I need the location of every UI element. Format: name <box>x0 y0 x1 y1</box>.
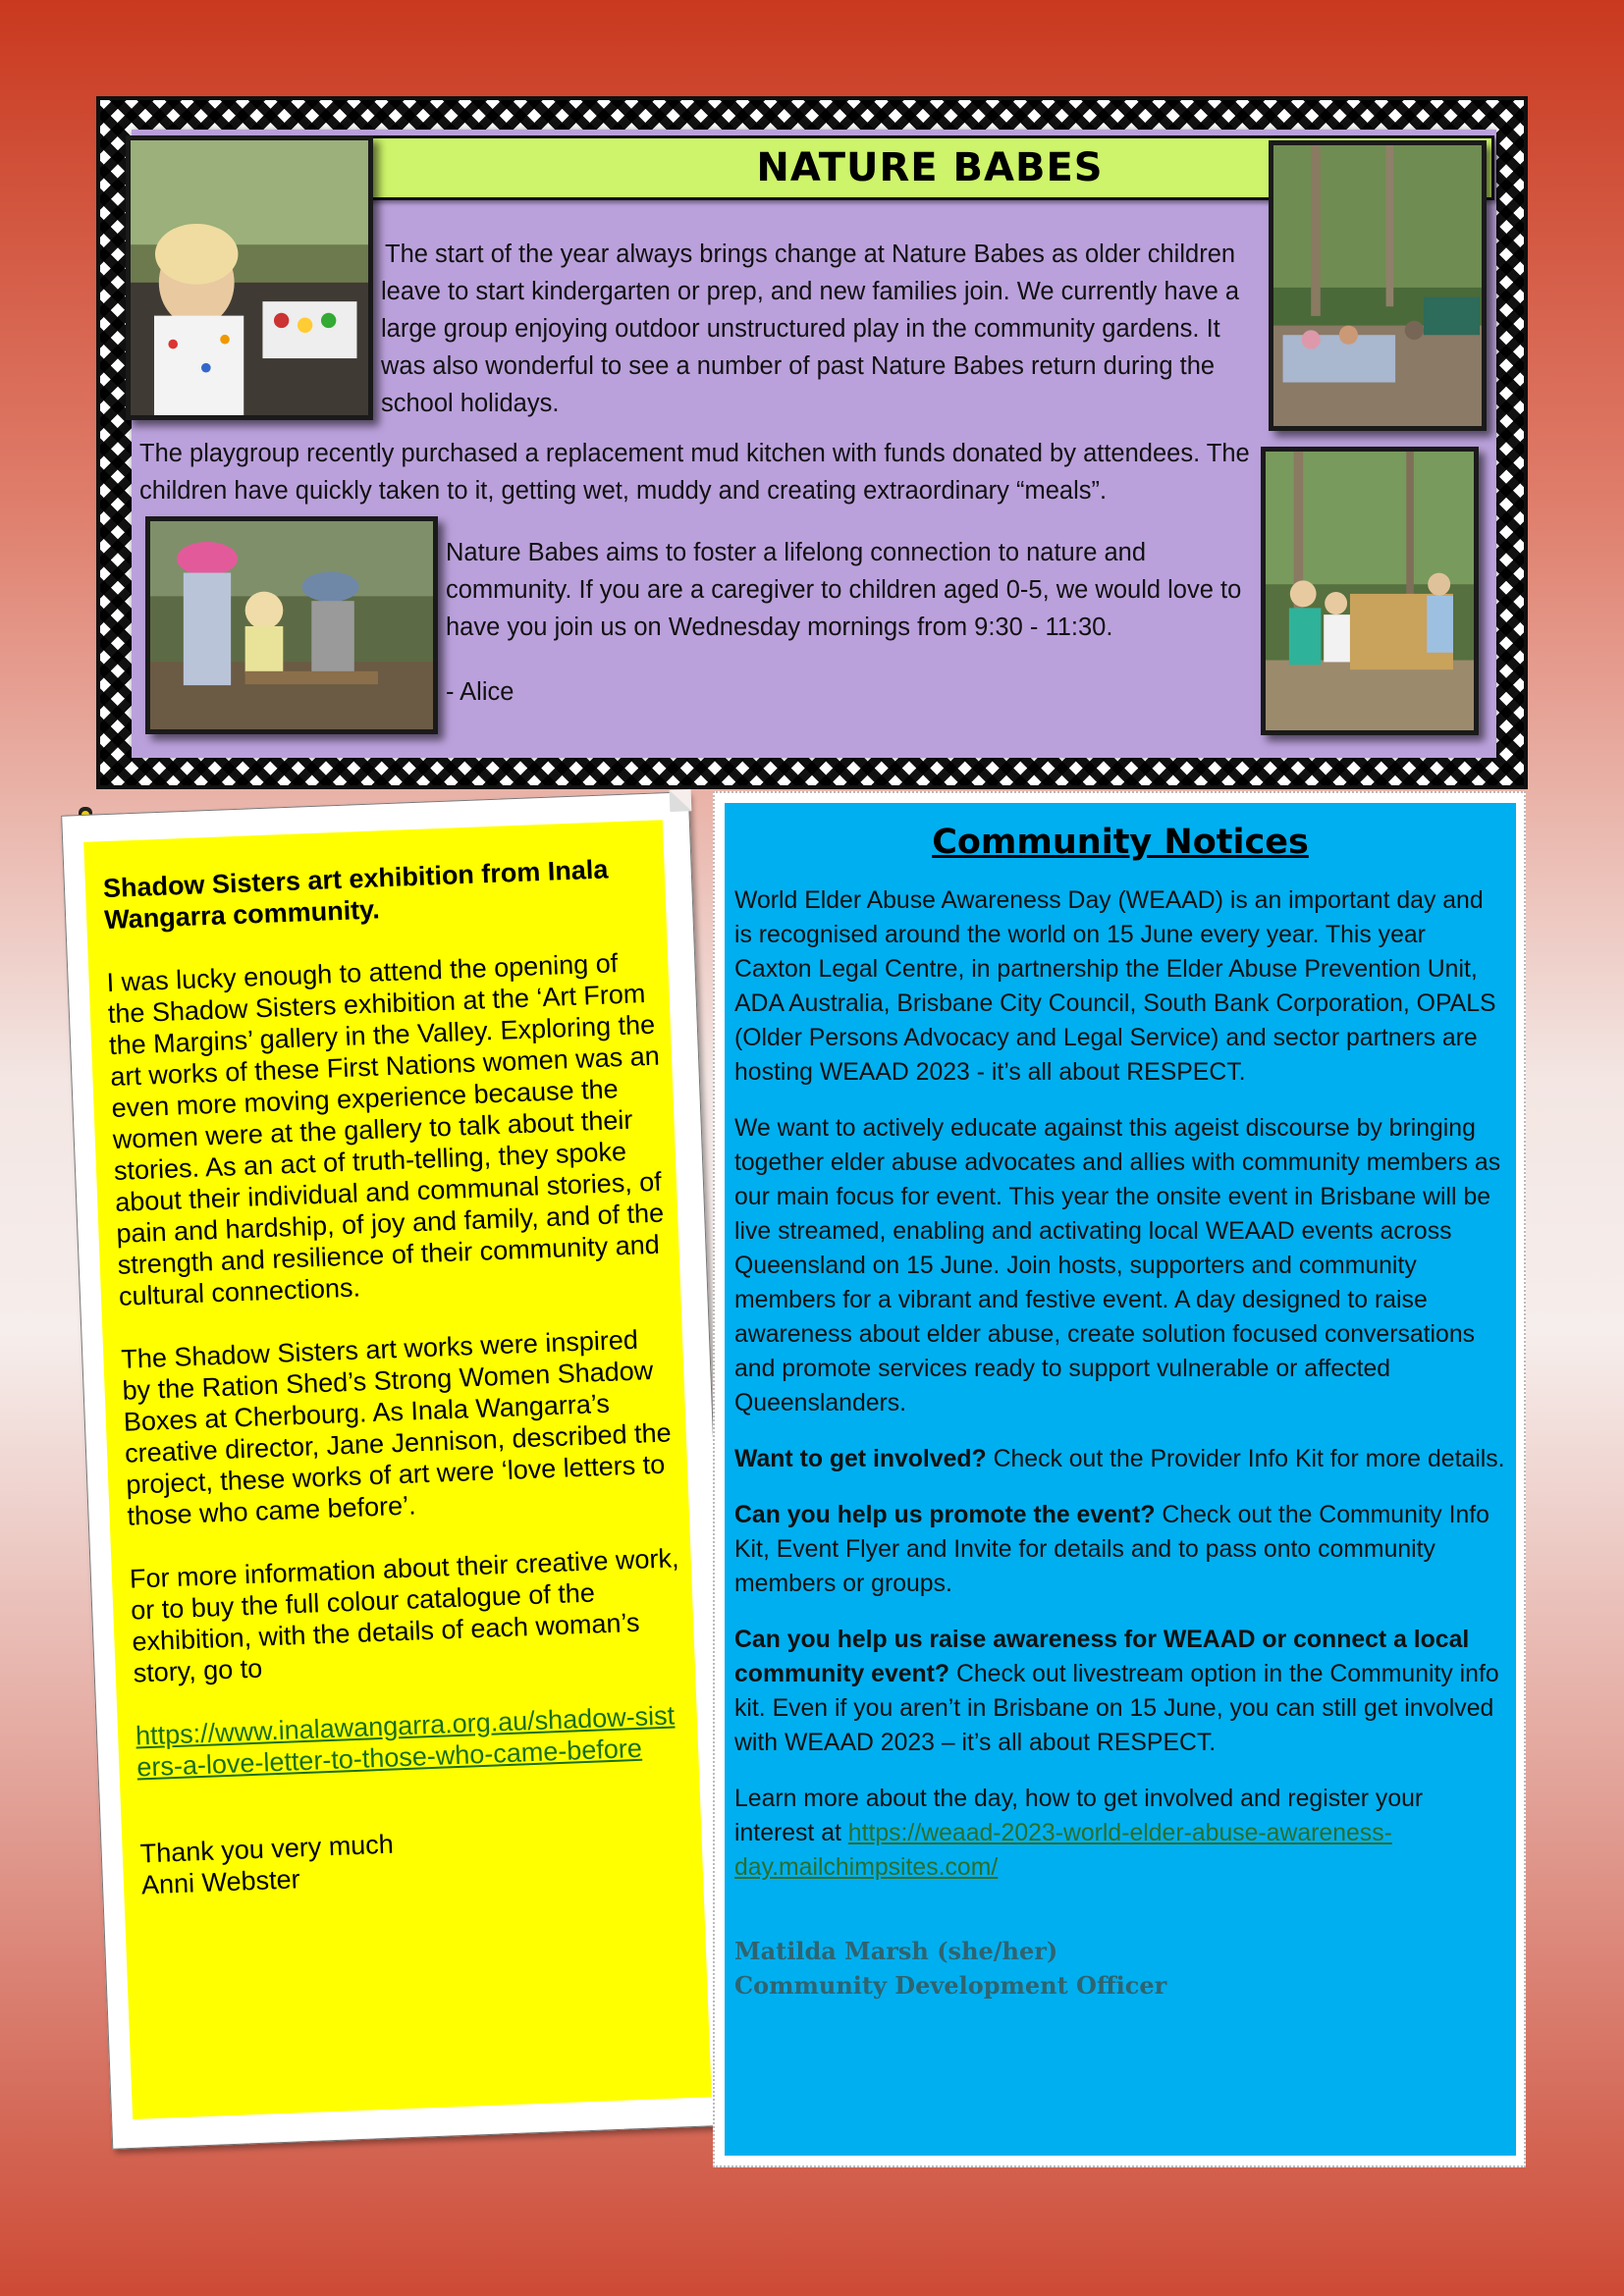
card-text <box>102 852 691 1901</box>
photo-child-painting <box>126 135 373 420</box>
shadow-sisters-heading: Shadow Sisters art exhibition from Inala Wangarra community. <box>102 854 609 935</box>
notices-q1 <box>734 1442 1506 1476</box>
notices-q2 <box>734 1498 1506 1601</box>
notices-signature <box>734 1934 1506 2002</box>
nature-babes-para1: The start of the year always brings change at Nature Babes as older children leave to start kindergarten or prep, and new families join. We currently have a large group enjoying outdoor unstructured play in the community gardens. It was also wonderful to see a number of past Nature Babes return during the school holidays. <box>381 240 1240 417</box>
shadow-sisters-link[interactable]: https://www.inalawangarra.org.au/shadow-sisters-a-love-letter-to-those-who-came-before <box>135 1700 676 1783</box>
notices-learn <box>734 1782 1506 1885</box>
notices-q2-text: Check out the Community Info Kit, Event Flyer and Invite for details and to pass onto community members or groups. <box>734 1502 1489 1597</box>
page-fold-icon <box>670 789 692 812</box>
nature-babes-para3: Nature Babes aims to foster a lifelong connection to nature and community. If you are a caregiver to children aged 0-5, we would love to have you join us on Wednesday mornings from 9:30 - 11:30. <box>446 539 1242 641</box>
shadow-sisters-author: Anni Webster <box>140 1864 301 1900</box>
notices-q3-text: Check out livestream option in the Community info kit. Even if you aren’t in Brisbane on 15 June, you can still get involved with WEAAD 2023 – it’s all about RESPECT. <box>734 1661 1499 1756</box>
community-notices-body <box>734 883 1506 2002</box>
notices-para2: We want to actively educate against this ageist discourse by bringing together elder abuse advocates and allies with community members as our main focus for event. This year the onsite event in Brisbane will be live streamed, enabling and activating local WEAAD events across Queensland on 15 June. Join hosts, supporters and community members for a vibrant and festive event. A day designed to raise awareness about elder abuse, create solution focused conversations and promote services ready to support vulnerable or affected Queenslanders. <box>734 1115 1501 1416</box>
weaad-link[interactable]: https://weaad-2023-world-elder-abuse-awareness-day.mailchimpsites.com/ <box>734 1820 1392 1881</box>
photo-group-under-trees <box>1269 140 1487 431</box>
notices-learn-text: Learn more about the day, how to get involved and register your interest at <box>734 1786 1424 1846</box>
signature-role: Community Development Officer <box>734 1971 1167 2000</box>
shadow-sisters-para2: The Shadow Sisters art works were inspired by the Ration Shed’s Strong Women Shadow Boxes at Cherbourg. As Inala Wangarra’s creative director, Jane Jennison, described the project, these works of art were ‘love letters to those who came before’. <box>120 1324 673 1531</box>
nature-babes-signature: - Alice <box>446 678 514 706</box>
notices-q2-bold: Can you help us promote the event? <box>734 1502 1156 1528</box>
shadow-sisters-para1: I was lucky enough to attend the opening of the Shadow Sisters exhibition at the ‘Art From the Margins’ gallery in the Valley. Exploring the art works of these First Nations women was an even more moving experience because the women were at the gallery to talk about their stories. As an act of truth-telling, they spoke about their individual and communal stories, of pain and hardship, of joy and family, and of the strength and resilience of their community and cultural connections. <box>106 948 665 1311</box>
shadow-sisters-card <box>61 791 740 2150</box>
community-notices-title: Community Notices <box>932 823 1309 862</box>
notices-q3 <box>734 1623 1506 1760</box>
photo-children-planting <box>145 516 438 734</box>
signature-name: Matilda Marsh (she/her) <box>734 1937 1058 1965</box>
notices-q1-bold: Want to get involved? <box>734 1446 987 1472</box>
nature-babes-para2: The playgroup recently purchased a replacement mud kitchen with funds donated by attendees. The children have quickly taken to it, getting wet, muddy and creating extraordinary “meals”. <box>139 440 1250 505</box>
photo-mud-kitchen <box>1261 447 1479 735</box>
notices-para1: World Elder Abuse Awareness Day (WEAAD) is an important day and is recognised around the world on 15 June every year. This year Caxton Legal Centre, in partnership the Elder Abuse Prevention Unit, ADA Australia, Brisbane City Council, South Bank Corporation, OPALS (Older Persons Advocacy and Legal Service) and sector partners are hosting WEAAD 2023 - it’s all about RESPECT. <box>734 887 1496 1086</box>
shadow-sisters-closing: Thank you very much <box>139 1829 395 1869</box>
community-notices-panel <box>725 803 1516 2156</box>
nature-babes-title: NATURE BABES <box>756 145 1104 190</box>
notices-q3-bold: Can you help us raise awareness for WEAAD or connect a local community event? <box>734 1627 1470 1687</box>
notices-q1-text: Check out the Provider Info Kit for more details. <box>986 1446 1505 1472</box>
shadow-sisters-para3: For more information about their creative work, or to buy the full colour catalogue of the exhibition, with the details of each woman’s story, go to <box>129 1543 679 1688</box>
